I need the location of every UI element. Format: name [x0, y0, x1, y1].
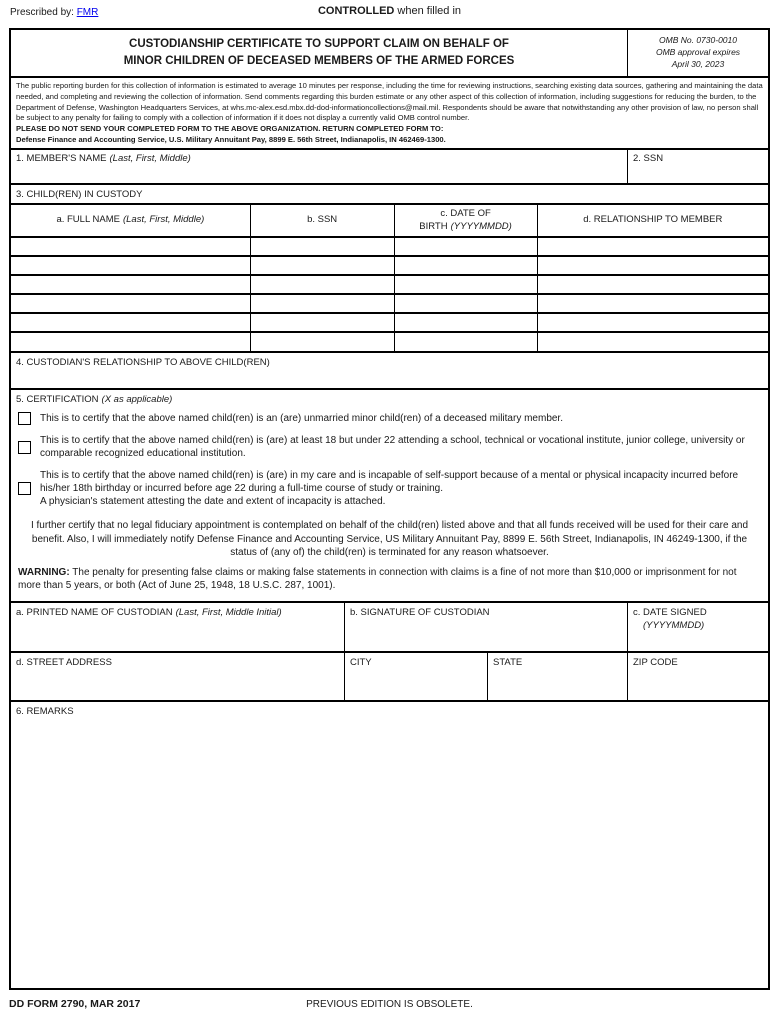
- custodian-relationship-input[interactable]: [11, 351, 768, 388]
- omb-expires-line1: OMB approval expires: [655, 47, 741, 58]
- remarks-input[interactable]: [11, 721, 768, 988]
- student-child-text: This is to certify that the above named child(ren) is (are) at least 18 but under 22 attending a school, technical or vocational institute, junior college, university or comparable recognized educational institution.: [40, 435, 745, 460]
- zip-code-label: ZIP CODE: [633, 656, 678, 668]
- child-row-cell[interactable]: [537, 237, 768, 256]
- custodian-signature-row: [11, 601, 768, 651]
- custodian-printed-name-hint: (Last, First, Middle Initial): [175, 606, 282, 618]
- edition-note: PREVIOUS EDITION IS OBSOLETE.: [306, 999, 473, 1010]
- child-row-cell[interactable]: [394, 332, 537, 351]
- child-table-row: [11, 332, 768, 351]
- warning-text: The penalty for presenting false claims or making false statements in connection with claims is a fine of not more than $10,000 or imprisonment for not more than 5 years, or both (Act of June 25, 1948, 18 U.S.C. 287, 1001).: [18, 566, 737, 592]
- form-title-line1: CUSTODIANSHIP CERTIFICATE TO SUPPORT CLAIM ON BEHALF OF: [129, 38, 509, 51]
- remarks-label: 6. REMARKS: [16, 705, 74, 717]
- certification-heading-label: 5. CERTIFICATION: [16, 394, 99, 406]
- child-row-cell[interactable]: [394, 294, 537, 313]
- child-row-cell[interactable]: [11, 237, 250, 256]
- member-name-label: 1. MEMBER'S NAME: [16, 152, 107, 164]
- child-row-cell[interactable]: [250, 237, 394, 256]
- child-row-cell[interactable]: [250, 275, 394, 294]
- member-ssn-input[interactable]: [627, 150, 768, 183]
- child-row-cell[interactable]: [537, 313, 768, 332]
- date-signed-label: c. DATE SIGNED: [633, 606, 707, 618]
- custodian-signature-label: b. SIGNATURE OF CUSTODIAN: [350, 606, 490, 618]
- child-row-cell[interactable]: [11, 275, 250, 294]
- children-table-header-cell: a. FULL NAME (Last, First, Middle): [56, 214, 205, 226]
- student-child-checkbox[interactable]: [18, 441, 31, 454]
- incapacity-child-checkbox[interactable]: [18, 482, 31, 495]
- controlled-word: CONTROLLED: [317, 5, 395, 17]
- title-row: [11, 30, 768, 76]
- child-row-cell[interactable]: [11, 294, 250, 313]
- incapacity-child-text: [40, 469, 761, 508]
- children-table-header-cell: b. SSN: [250, 204, 394, 238]
- return-notice: PLEASE DO NOT SEND YOUR COMPLETED FORM TO THE ABOVE ORGANIZATION. RETURN COMPLETED FORM TO:: [16, 124, 444, 134]
- member-ssn-label: 2. SSN: [633, 152, 664, 164]
- further-certify-paragraph: I further certify that no legal fiduciary appointment is contemplated on behalf of the child(ren) listed above and that all funds received will be used for their care and benefit. Also, I will immediately notify Defense Finance and Accounting Service, US Military Annuitant Pay, 8899 E. 56th Street, Indianapolis, IN 46249-1300, if the status of (any of) the child(ren) is terminated for any reason whatsoever.: [30, 520, 749, 559]
- children-table-header-cell: d. RELATIONSHIP TO MEMBER: [537, 204, 768, 238]
- form-number: DD FORM 2790, MAR 2017: [9, 998, 141, 1010]
- state-input[interactable]: [487, 653, 627, 700]
- custodian-printed-name-input[interactable]: [11, 603, 344, 651]
- children-table-header-cell: c. DATE OF BIRTH (YYYYMMDD): [394, 204, 537, 238]
- certification-section: [11, 388, 768, 601]
- certification-heading-hint: (X as applicable): [101, 394, 173, 406]
- custodian-address-row: [11, 651, 768, 700]
- page-footer: [9, 990, 770, 1014]
- city-label: CITY: [350, 656, 372, 668]
- child-row-cell[interactable]: [11, 313, 250, 332]
- child-table-row: [11, 237, 768, 256]
- member-name-hint: (Last, First, Middle): [109, 152, 191, 164]
- child-table-row: [11, 275, 768, 294]
- child-table-row: [11, 294, 768, 313]
- children-section-header: [11, 183, 768, 203]
- controlled-notice: [318, 5, 461, 17]
- child-row-cell[interactable]: [537, 332, 768, 351]
- child-row-cell[interactable]: [250, 313, 394, 332]
- form-title: [11, 30, 627, 76]
- incapacity-child-text-main: This is to certify that the above named child(ren) is (are) in my care and is incapable of self-support because of a mental or physical incapacity incurred before his/her 18th birthday or incurred before age 22 during a full-time course of study or training.: [40, 470, 739, 495]
- form-body: [9, 28, 770, 990]
- custodian-relationship-label: 4. CUSTODIAN'S RELATIONSHIP TO ABOVE CHILD(REN): [16, 357, 270, 369]
- fmr-link[interactable]: FMR: [76, 7, 99, 18]
- page-header: [0, 0, 779, 28]
- prescribed-by-label: Prescribed by:: [10, 7, 74, 18]
- omb-expires-line2: April 30, 2023: [671, 58, 725, 69]
- return-address: Defense Finance and Accounting Service, U.S. Military Annuitant Pay, 8899 E. 56th Street, Indianapolis, IN 462469-1300.: [16, 134, 446, 144]
- child-row-cell[interactable]: [11, 256, 250, 275]
- street-address-input[interactable]: [11, 653, 344, 700]
- form-title-line2: MINOR CHILDREN OF DECEASED MEMBERS OF THE ARMED FORCES: [123, 55, 515, 67]
- omb-block: [627, 30, 768, 76]
- zip-code-input[interactable]: [627, 653, 768, 700]
- state-label: STATE: [493, 656, 523, 668]
- custodian-printed-name-label: a. PRINTED NAME OF CUSTODIAN: [16, 606, 173, 618]
- child-table-row: [11, 256, 768, 275]
- children-table: [11, 203, 768, 352]
- certification-heading: [16, 394, 763, 405]
- burden-statement: [11, 76, 768, 148]
- warning-paragraph: [18, 566, 761, 593]
- burden-paragraph: The public reporting burden for this collection of information is estimated to average 10 minutes per response, including the time for reviewing instructions, searching existing data sources, gathering and maintaining the data needed, and completing and reviewing the collection of information. Send comments regarding this burden estimate or any other aspect of this collection of information, including suggestions for reducing the burden, to the Department of Defense, Washington Headquarters Services, at whs.mc-alex.esd.mbx.dd-dod-informationcollections@mail.mil. Respondents should be aware that notwithstanding any other provision of law, no person shall be subject to any penalty for failing to comply with a collection of information if it does not display a currently valid OMB control number.: [16, 81, 763, 123]
- child-row-cell[interactable]: [394, 275, 537, 294]
- child-row-cell[interactable]: [394, 313, 537, 332]
- member-name-input[interactable]: [11, 150, 627, 183]
- certification-item-incapacity: [18, 469, 761, 508]
- remarks-section: [11, 700, 768, 988]
- children-table-header: [11, 204, 768, 238]
- omb-number: OMB No. 0730-0010: [659, 35, 737, 46]
- child-row-cell[interactable]: [250, 256, 394, 275]
- warning-label: WARNING:: [18, 566, 70, 578]
- child-table-row: [11, 313, 768, 332]
- certification-item-minor: [18, 412, 761, 425]
- certification-item-student: [18, 434, 761, 460]
- child-row-cell[interactable]: [11, 332, 250, 351]
- child-row-cell[interactable]: [394, 256, 537, 275]
- date-signed-input[interactable]: [627, 603, 768, 651]
- city-input[interactable]: [344, 653, 487, 700]
- child-row-cell[interactable]: [537, 294, 768, 313]
- child-row-cell[interactable]: [537, 275, 768, 294]
- child-row-cell[interactable]: [394, 237, 537, 256]
- controlled-rest: when filled in: [394, 5, 462, 17]
- minor-child-text: This is to certify that the above named child(ren) is an (are) unmarried minor child(ren) of a deceased military member.: [40, 413, 563, 425]
- prescribed-by: [10, 7, 98, 18]
- child-row-cell[interactable]: [537, 256, 768, 275]
- child-row-cell[interactable]: [250, 294, 394, 313]
- children-section-label: 3. CHILD(REN) IN CUSTODY: [16, 188, 143, 200]
- street-address-label: d. STREET ADDRESS: [16, 656, 112, 668]
- member-row: [11, 148, 768, 183]
- child-row-cell[interactable]: [250, 332, 394, 351]
- minor-child-checkbox[interactable]: [18, 412, 31, 425]
- children-table-body: [11, 237, 768, 351]
- date-signed-hint: (YYYYMMDD): [643, 620, 705, 632]
- custodian-signature-input[interactable]: [344, 603, 627, 651]
- physician-statement-text: A physician's statement attesting the date and extent of incapacity is attached.: [40, 496, 386, 508]
